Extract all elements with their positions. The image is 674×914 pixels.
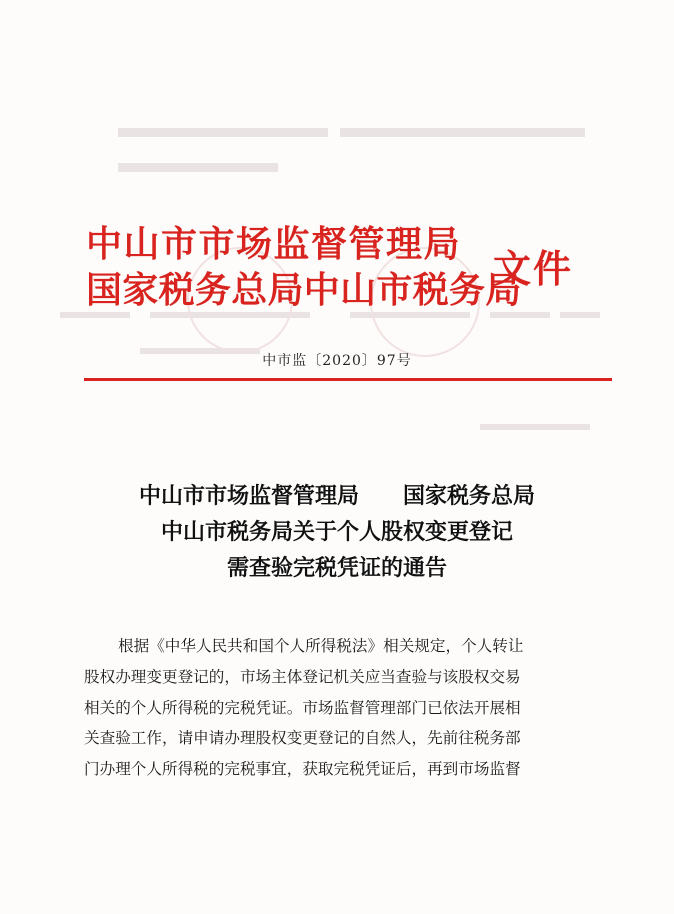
title-line-1: 中山市市场监督管理局 国家税务总局 xyxy=(138,483,535,509)
notice-title xyxy=(0,478,674,586)
header-divider xyxy=(84,378,612,381)
title-line-2: 中山市税务局关于个人股权变更登记 xyxy=(160,519,513,545)
issuer-line-1: 中山市市场监督管理局 xyxy=(86,223,462,265)
notice-body xyxy=(84,631,604,785)
issuer-line-2: 国家税务总局中山市税务局 xyxy=(86,269,522,311)
document-number: 中市监〔2020〕97号 xyxy=(262,353,412,369)
title-line-3: 需查验完税凭证的通告 xyxy=(226,555,447,581)
document-type-label: 文件 xyxy=(493,246,574,291)
body-line: 关查验工作，请申请办理股权变更登记的自然人，先前往税务部 xyxy=(84,729,521,748)
body-line: 门办理个人所得税的完税事宜，获取完税凭证后，再到市场监督 xyxy=(84,760,521,779)
body-line: 股权办理变更登记的，市场主体登记机关应当查验与该股权交易 xyxy=(84,667,521,686)
body-line: 相关的个人所得税的完税凭证。市场监督管理部门已依法开展相 xyxy=(84,698,521,717)
body-line: 根据《中华人民共和国个人所得税法》相关规定，个人转让 xyxy=(118,637,524,655)
